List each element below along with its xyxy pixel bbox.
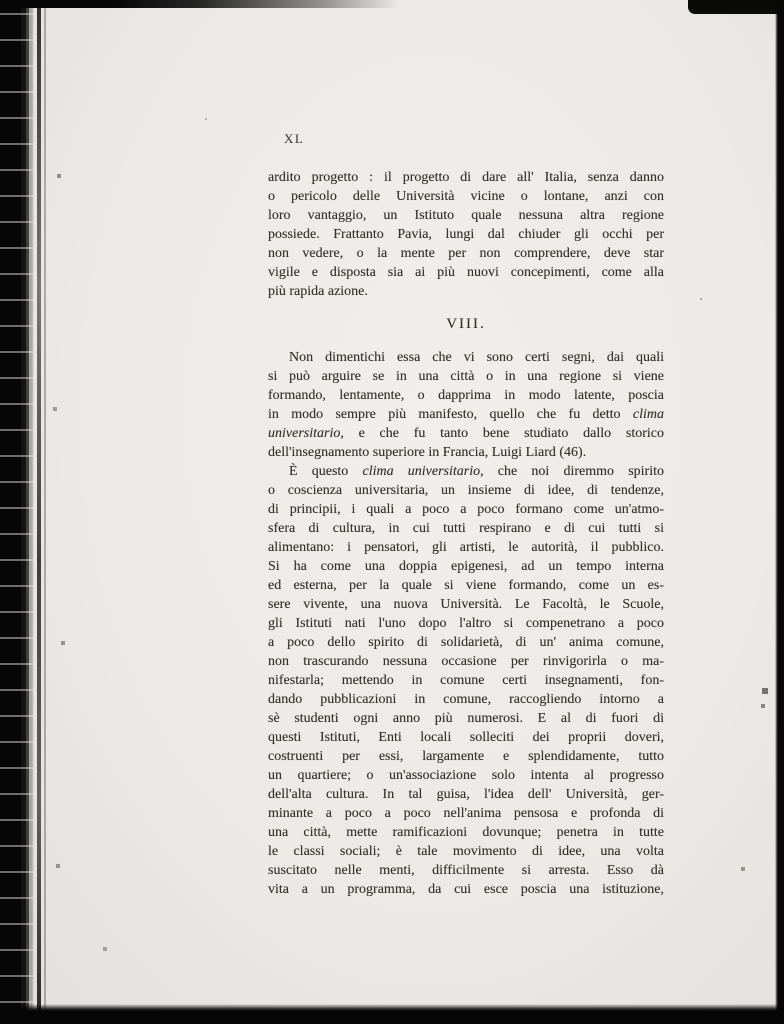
text-line: È questo clima universitario, che noi diremmo spirito xyxy=(289,464,664,479)
text-line: sere vivente, una nuova Università. Le Facoltà, le Scuole, xyxy=(268,597,664,612)
text-line: Si ha come una doppia epigenesi, ad un tempo interna xyxy=(268,559,664,574)
text-line: a poco dello spirito di solidarietà, di un' anima comune, xyxy=(268,635,664,650)
text-line: universitario, e che fu tanto bene studiato dallo storico xyxy=(268,426,664,441)
paragraph-2 xyxy=(268,348,664,462)
scan-right-edge xyxy=(775,0,784,1024)
page-text xyxy=(268,168,664,899)
text-line: di principii, i quali a poco a poco formano come un'atmo- xyxy=(268,502,664,517)
text-line: le classi sociali; è tale movimento di idee, una volta xyxy=(268,844,664,859)
scan-noise-specks xyxy=(0,0,2,2)
scan-top-edge xyxy=(0,0,400,8)
text-line: suscitato nelle menti, difficilmente si arresta. Esso dà xyxy=(268,863,664,878)
text-line: più rapida azione. xyxy=(268,284,368,299)
scan-left-edge xyxy=(0,0,34,1024)
text-line: non vedere, o la mente per non comprendere, deve star xyxy=(268,246,664,261)
paragraph-continuation xyxy=(268,168,664,301)
text-line: non trascurando nessuna occasione per rinvigorirla o ma- xyxy=(268,654,664,669)
text-line: una città, mette ramificazioni dovunque; penetra in tutte xyxy=(268,825,664,840)
text-line: sè studenti ogni anno più numerosi. E al di fuori di xyxy=(268,711,664,726)
text-line: in modo sempre più manifesto, quello che fu detto clima xyxy=(268,407,664,422)
text-line: possiede. Frattanto Pavia, lungi dal chiuder gli occhi per xyxy=(268,227,664,242)
text-line: formando, lentamente, o dapprima in modo latente, poscia xyxy=(268,388,664,403)
text-line: questi Istituti, Enti locali solleciti dei proprii doveri, xyxy=(268,730,664,745)
text-line: alimentano: i pensatori, gli artisti, le autorità, il pubblico. xyxy=(268,540,664,555)
text-line: costruenti per essi, largamente e splendidamente, tutto xyxy=(268,749,664,764)
text-line: dell'insegnamento superiore in Francia, Luigi Liard (46). xyxy=(268,445,587,460)
text-line: o coscienza universitaria, un insieme di idee, di tendenze, xyxy=(268,483,664,498)
text-line: sfera di cultura, in cui tutti respirano e di cui tutti si xyxy=(268,521,664,536)
text-line: loro vantaggio, un Istituto quale nessuna altra regione xyxy=(268,208,664,223)
text-line: o pericolo delle Università vicine o lontane, anzi con xyxy=(268,189,664,204)
text-line: un quartiere; o un'associazione solo intenta al progresso xyxy=(268,768,664,783)
text-line: dando pubblicazioni in comune, raccogliendo intorno a xyxy=(268,692,664,707)
text-line: nifestarla; mettendo in comune certi insegnamenti, fon- xyxy=(268,673,664,688)
scan-top-right-corner xyxy=(688,0,784,14)
text-line: si può arguire se in una città o in una regione si viene xyxy=(268,369,664,384)
text-line: minante a poco a poco nell'anima pensosa e profonda di xyxy=(268,806,664,821)
section-heading: VIII. xyxy=(446,316,486,332)
text-line: Non dimentichi essa che vi sono certi segni, dai quali xyxy=(289,350,664,365)
binding-gutter-line-secondary xyxy=(44,0,46,1024)
paragraph-3 xyxy=(268,462,664,899)
text-line: gli Istituti nati l'uno dopo l'altro si compenetrano a poco xyxy=(268,616,664,631)
text-line: vita a un programma, da cui esce poscia una istituzione, xyxy=(268,882,664,897)
text-line: vigile e disposta sia ai più nuovi concepimenti, come alla xyxy=(268,265,664,280)
scan-bottom-edge xyxy=(0,1004,784,1024)
binding-gutter-line xyxy=(37,0,41,1024)
text-line: ed esterna, per la quale si viene formando, come un es- xyxy=(268,578,664,593)
page-number: XL xyxy=(284,131,305,146)
text-line: ardito progetto : il progetto di dare all' Italia, senza danno xyxy=(268,170,664,185)
text-line: dell'alta cultura. In tal guisa, l'idea dell' Università, ger- xyxy=(268,787,664,802)
